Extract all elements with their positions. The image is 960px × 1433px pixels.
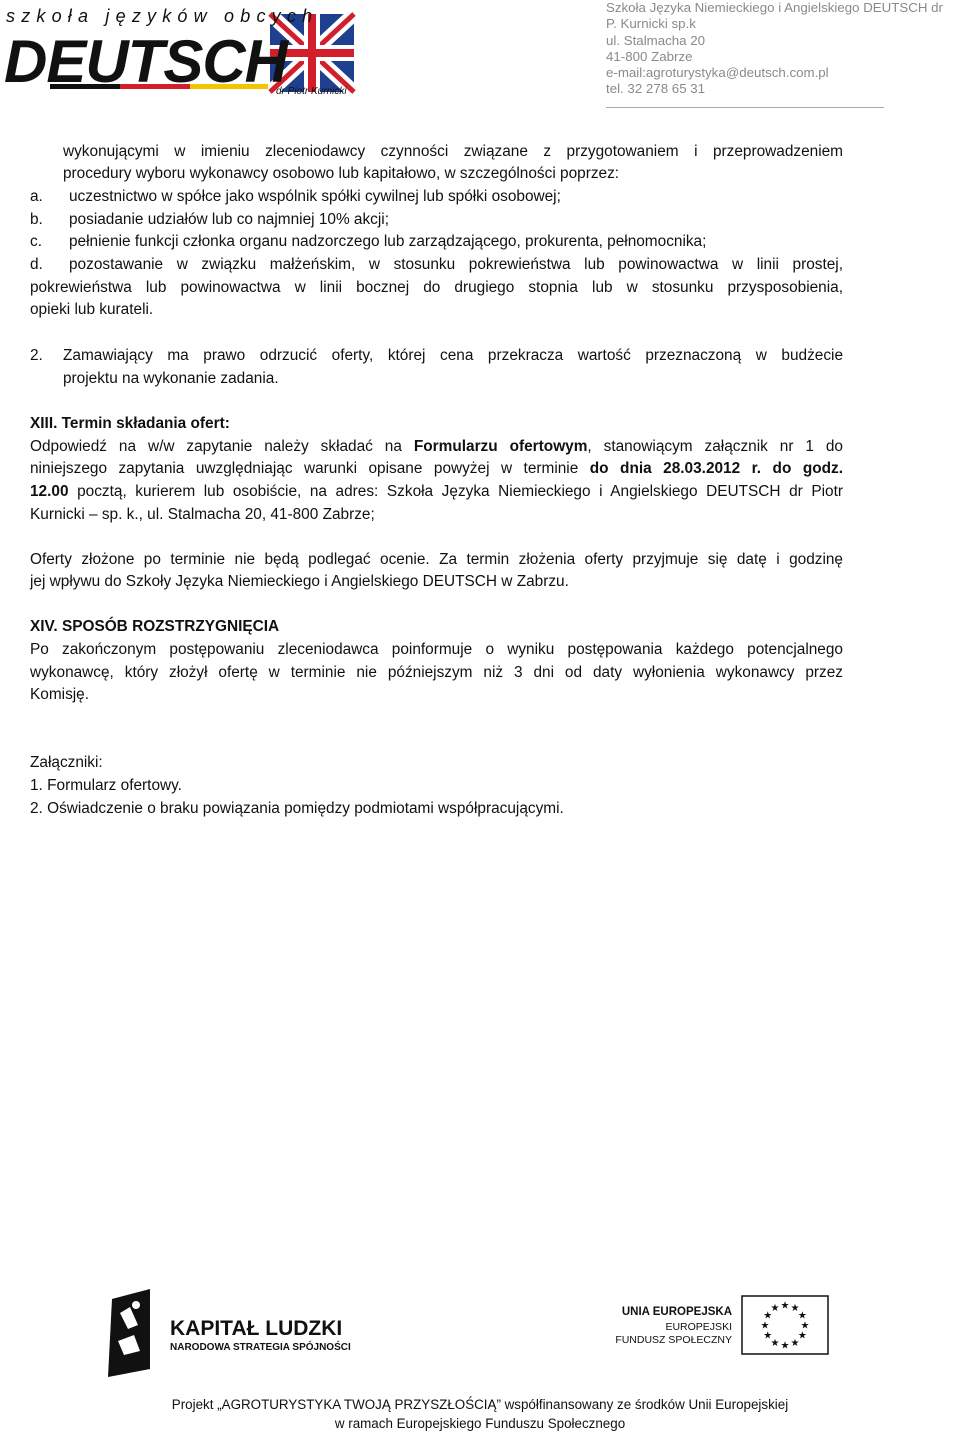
project-line-1: Projekt „AGROTURYSTYKA TWOJĄ PRZYSZŁOŚCIĄ” współfinansowany ze środków Unii Europejskiej [171, 1397, 789, 1412]
attachment-item: 1. Formularz ofertowy. [30, 777, 182, 794]
list-item-a: uczestnictwo w spółce jako wspólnik spółki cywilnej lub spółki osobowej; [69, 188, 561, 205]
ue-line-1: UNIA EUROPEJSKA [621, 1306, 732, 1318]
eu-star-icon: ★ [780, 1300, 790, 1312]
point-2-marker: 2. [30, 347, 43, 364]
deadline-date: do dnia 28.03.2012 r. do godz. [589, 460, 843, 477]
ue-line-3: FUNDUSZ SPOŁECZNY [615, 1334, 732, 1346]
section-14-line-2: wykonawcę, który złożył ofertę w terminie nie późniejszym niż 3 dni od daty wyłonienia wykonawcy przez [30, 664, 843, 681]
point-2-line-2: projektu na wykonanie zadania. [63, 370, 279, 387]
eu-flag-logo [614, 1292, 834, 1356]
kapital-ludzki-emblem-icon [100, 1285, 360, 1377]
point-2-line-1: Zamawiający ma prawo odrzucić oferty, której cena przekracza wartość przeznaczoną w budżecie [63, 347, 843, 364]
list-marker-c: c. [30, 233, 42, 250]
project-footer [0, 1396, 960, 1433]
kapital-ludzki-logo [100, 1285, 360, 1377]
section-13-title: XIII. Termin składania ofert: [30, 415, 230, 432]
eu-star-icon: ★ [763, 1310, 773, 1322]
list-item-d-cont-1: pokrewieństwa lub powinowactwa w linii bocznej do drugiego stopnia lub w stosunku przysposobienia, [30, 279, 843, 296]
eu-stars-icon [742, 1296, 828, 1354]
kl-title: KAPITAŁ LUDZKI [170, 1317, 343, 1340]
attachment-item: 2. Oświadczenie o braku powiązania pomiędzy podmiotami współpracującymi. [30, 800, 564, 817]
eu-star-icon: ★ [790, 1303, 800, 1315]
deutsch-logo [0, 6, 360, 100]
section-13-text: pocztą, kurierem lub osobiście, na adres: Szkoła Języka Niemieckiego i Angielskiego DEUTSCH dr Piotr [68, 483, 843, 500]
address-line: P. Kurnicki sp.k [606, 16, 696, 32]
eu-star-icon: ★ [780, 1340, 790, 1352]
logo-author: dr Piotr Kurnicki [276, 86, 347, 97]
address-phone: tel. 32 278 65 31 [606, 81, 706, 97]
deadline-time: 12.00 [30, 483, 69, 500]
eu-star-icon: ★ [760, 1320, 770, 1332]
eu-star-icon: ★ [800, 1320, 810, 1332]
kl-subtitle: NARODOWA STRATEGIA SPÓJNOŚCI [170, 1342, 351, 1353]
list-item-d: pozostawanie w związku małżeńskim, w stosunku pokrewieństwa lub powinowactwa w linii prostej, [69, 256, 843, 273]
form-name: Formularzu ofertowym [413, 438, 588, 455]
eu-star-icon: ★ [797, 1330, 807, 1342]
section-13-p2-line-1: Oferty złożone po terminie nie będą podlegać ocenie. Za termin złożenia oferty przyjmuje się datę i godzinę [30, 551, 843, 568]
section-13-line-1 [30, 436, 843, 459]
ue-line-2: EUROPEJSKI [665, 1321, 732, 1333]
eu-star-icon: ★ [797, 1310, 807, 1322]
school-address [606, 0, 960, 98]
section-13-line-4: Kurnicki – sp. k., ul. Stalmacha 20, 41-800 Zabrze; [30, 506, 375, 523]
list-item-c: pełnienie funkcji członka organu nadzorczego lub zarządzającego, prokurenta, pełnomocnika; [69, 233, 707, 250]
address-line: ul. Stalmacha 20 [606, 32, 706, 48]
section-13-p2-line-2: jej wpływu do Szkoły Języka Niemieckiego i Angielskiego DEUTSCH w Zabrzu. [30, 573, 569, 590]
header-divider [606, 107, 884, 108]
section-13-text: Odpowiedź na w/w zapytanie należy składać na [30, 438, 414, 455]
section-14-line-1: Po zakończonym postępowaniu zleceniodawca poinformuje o wyniku postępowania każdego potencjalnego [30, 641, 843, 658]
list-item-b: posiadanie udziałów lub co najmniej 10% akcji; [69, 211, 389, 228]
list-item-d-cont-2: opieki lub kurateli. [30, 301, 154, 318]
section-14-line-3: Komisję. [30, 686, 90, 703]
eu-star-icon: ★ [770, 1337, 780, 1349]
section-13-line-3 [30, 481, 843, 504]
intro-line-1: wykonującymi w imieniu zleceniodawcy czynności związane z przygotowaniem i przeprowadzeniem [63, 143, 843, 160]
address-email[interactable]: e-mail:agroturystyka@deutsch.com.pl [606, 65, 829, 81]
list-marker-d: d. [30, 256, 43, 273]
section-13-text: niniejszego zapytania uwzględniając warunki opisane powyżej w terminie [30, 460, 590, 477]
logo-tagline: szkoła języków obcych [6, 6, 319, 26]
attachments-title: Załączniki: [30, 754, 103, 771]
section-13-text: , stanowiącym załącznik nr 1 do [587, 438, 843, 455]
eu-star-icon: ★ [790, 1337, 800, 1349]
address-line: 41-800 Zabrze [606, 48, 693, 64]
unia-europejska-logo [614, 1292, 834, 1356]
logo-name: DEUTSCH [4, 28, 288, 95]
address-line: Szkoła Języka Niemieckiego i Angielskiego DEUTSCH dr [606, 0, 943, 15]
list-marker-b: b. [30, 211, 43, 228]
deutsch-logo-graphic [0, 6, 360, 100]
section-14-title: XIV. SPOSÓB ROZSTRZYGNIĘCIA [30, 618, 280, 635]
eu-star-icon: ★ [763, 1330, 773, 1342]
section-13-line-2 [30, 458, 843, 481]
list-marker-a: a. [30, 188, 43, 205]
intro-line-2: procedury wyboru wykonawcy osobowo lub kapitałowo, w szczególności poprzez: [63, 165, 620, 182]
eu-star-icon: ★ [770, 1303, 780, 1315]
project-line-2: w ramach Europejskiego Funduszu Społecznego [334, 1415, 626, 1431]
